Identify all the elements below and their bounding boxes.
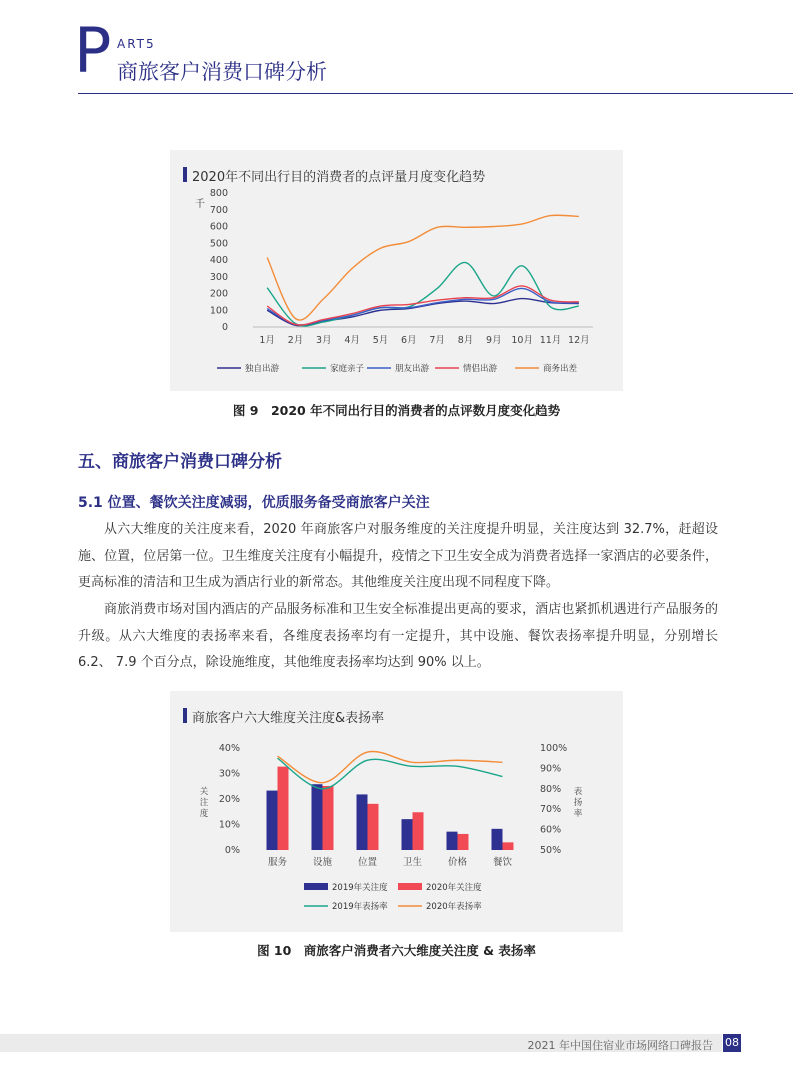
part-letter: P <box>74 14 112 87</box>
chart1-caption: 图 9 2020 年不同出行目的消费者的点评数月度变化趋势 <box>232 403 561 418</box>
y-tick-label: 600 <box>209 221 228 233</box>
legend-label: 2019年关注度 <box>332 883 388 893</box>
section-subheading: 5.1 位置、餐饮关注度减弱，优质服务备受商旅客户关注 <box>78 495 430 511</box>
series-line <box>267 262 579 326</box>
x-tick-label: 11月 <box>539 335 562 346</box>
x-tick-label: 10月 <box>511 335 533 346</box>
chart1-svg <box>170 150 623 391</box>
right-axis-label-char: 表 <box>573 787 583 797</box>
page-number: 08 <box>723 1034 741 1052</box>
bar <box>357 794 368 850</box>
header-divider <box>78 93 793 94</box>
y-tick-label: 800 <box>209 188 228 199</box>
right-tick-label: 70% <box>540 804 562 816</box>
x-tick-label: 5月 <box>372 335 389 346</box>
left-tick-label: 20% <box>218 794 240 805</box>
y-tick-label: 400 <box>209 255 228 266</box>
x-tick-label: 1月 <box>259 335 275 346</box>
y-tick-label: 300 <box>209 271 228 283</box>
left-tick-label: 40% <box>218 743 240 754</box>
x-tick-label: 餐饮 <box>492 857 513 868</box>
series-line <box>278 758 503 789</box>
y-tick-label: 500 <box>209 238 228 250</box>
chart1-title: 2020年不同出行目的消费者的点评量月度变化趋势 <box>192 170 486 185</box>
left-tick-label: 0% <box>224 845 240 856</box>
x-tick-label: 卫生 <box>402 857 423 868</box>
x-tick-label: 3月 <box>316 335 332 346</box>
y-tick-label: 0 <box>221 322 228 333</box>
series-line <box>278 751 503 782</box>
legend-label: 朋友出游 <box>395 364 430 374</box>
left-tick-label: 10% <box>218 819 240 831</box>
y-tick-label: 200 <box>209 288 228 300</box>
series-line <box>267 215 579 320</box>
x-tick-label: 2月 <box>287 335 304 346</box>
right-tick-label: 50% <box>540 845 562 856</box>
footer-text: 2021 年中国住宿业市场网络口碑报告 <box>527 1039 713 1052</box>
x-tick-label: 价格 <box>447 857 468 868</box>
x-tick-label: 6月 <box>401 335 417 346</box>
right-axis-label-char: 扬 <box>573 798 583 808</box>
part-label: ART5 <box>117 37 156 51</box>
bar <box>503 842 514 850</box>
left-axis-label-char: 关 <box>199 787 209 797</box>
bar <box>402 819 413 850</box>
y-tick-label: 700 <box>209 204 228 216</box>
chart1-unit: 千 <box>195 199 205 210</box>
chart2-caption: 图 10 商旅客户消费者六大维度关注度 & 表扬率 <box>257 943 536 958</box>
left-axis-label-char: 度 <box>199 809 209 819</box>
chart2-title: 商旅客户六大维度关注度&表扬率 <box>192 711 385 726</box>
x-tick-label: 8月 <box>457 335 474 346</box>
bar <box>413 812 424 850</box>
bar <box>278 767 289 850</box>
bar <box>447 832 458 850</box>
bar <box>458 834 469 850</box>
left-tick-label: 30% <box>218 768 240 780</box>
section-heading: 五、商旅客户消费口碑分析 <box>78 452 282 472</box>
bar <box>323 786 334 850</box>
legend-label: 2019年表扬率 <box>332 902 388 912</box>
legend-label: 2020年表扬率 <box>426 902 482 912</box>
chart2-svg <box>170 691 623 932</box>
y-tick-label: 100 <box>209 305 228 317</box>
chart1-panel <box>170 150 623 391</box>
right-axis-label-char: 率 <box>573 809 583 819</box>
page-title: 商旅客户消费口碑分析 <box>117 60 327 84</box>
right-tick-label: 90% <box>540 763 562 775</box>
paragraph-2: 商旅消费市场对国内酒店的产品服务标准和卫生安全标准提出更高的要求，酒店也紧抓机遇进行产品服务的升级。从六大维度的表扬率来看，各维度表扬率均有一定提升，其中设施、餐饮表扬率提升明显，分别增长 6.2、 7.9 个百分点，除设施维度，其他维度表扬率均达到 90% 以上。 <box>78 602 718 670</box>
legend-label: 情侣出游 <box>463 364 498 374</box>
x-tick-label: 12月 <box>568 335 590 346</box>
legend-label: 独自出游 <box>245 364 280 374</box>
bar <box>492 829 503 850</box>
chart2-panel <box>170 691 623 932</box>
x-tick-label: 4月 <box>344 335 360 346</box>
legend-label: 商务出差 <box>543 364 578 374</box>
right-tick-label: 80% <box>540 783 562 795</box>
bar <box>368 804 379 850</box>
x-tick-label: 7月 <box>429 335 445 346</box>
bar <box>312 784 323 850</box>
paragraph-1: 从六大维度的关注度来看，2020 年商旅客户对服务维度的关注度提升明显，关注度达到 32.7%，赶超设施、位置，位居第一位。卫生维度关注度有小幅提升，疫情之下卫生安全成为消费者选择一家酒店的必要条件，更高标准的清洁和卫生成为酒店行业的新常态。其他维度关注度出现不同程度下降。 <box>78 522 718 590</box>
legend-swatch <box>304 883 328 890</box>
x-tick-label: 9月 <box>486 335 502 346</box>
bar <box>267 791 278 850</box>
x-tick-label: 服务 <box>267 857 288 868</box>
right-tick-label: 100% <box>540 743 568 754</box>
legend-label: 家庭亲子 <box>330 364 365 374</box>
legend-label: 2020年关注度 <box>426 883 482 893</box>
right-tick-label: 60% <box>540 824 562 836</box>
legend-swatch <box>398 883 422 890</box>
left-axis-label-char: 注 <box>199 798 209 808</box>
x-tick-label: 位置 <box>357 857 378 868</box>
x-tick-label: 设施 <box>312 857 333 868</box>
